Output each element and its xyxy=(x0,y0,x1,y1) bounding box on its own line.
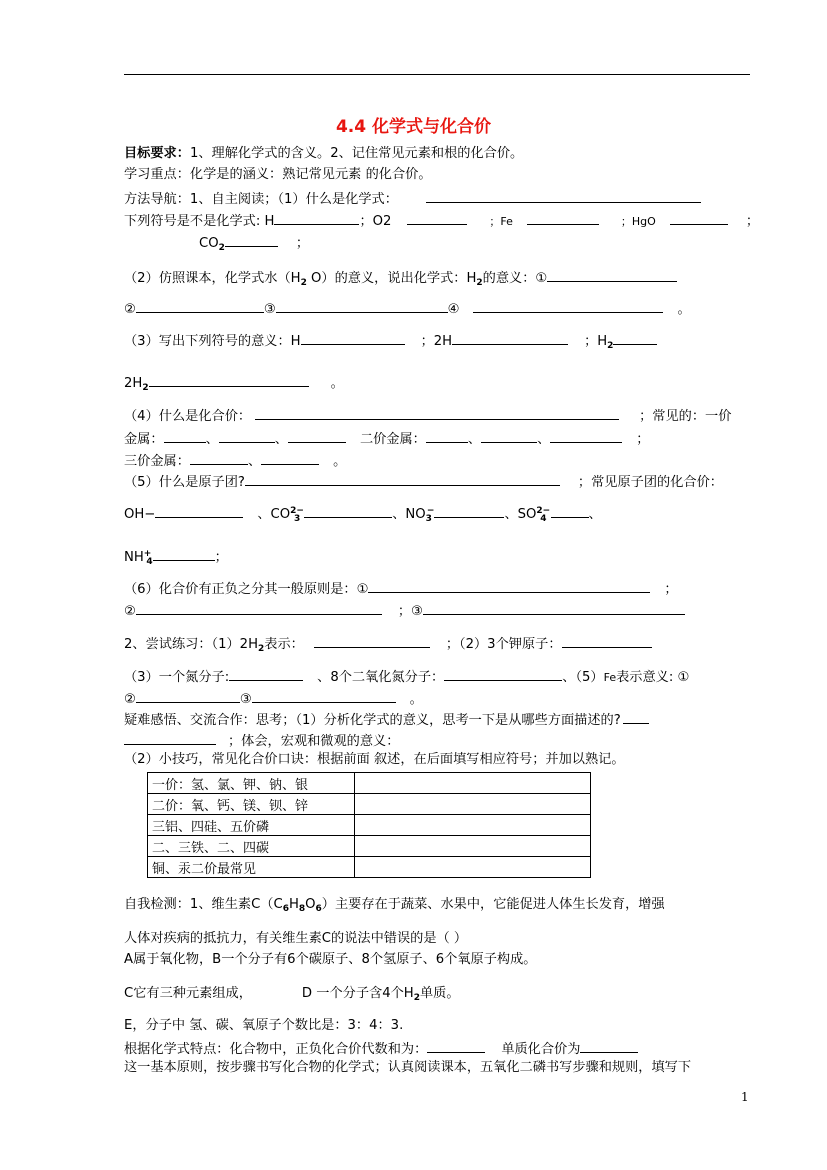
answer-blank[interactable] xyxy=(155,503,243,518)
answer-blank[interactable] xyxy=(551,503,589,518)
answer-blank[interactable] xyxy=(368,578,650,593)
answer-blank[interactable] xyxy=(426,188,701,203)
answer-blank[interactable] xyxy=(301,330,405,345)
answer-blank[interactable] xyxy=(407,210,467,225)
co2-line: $CO_2$ ； xyxy=(199,232,309,257)
page-title: 4.4 化学式与化合价 xyxy=(335,117,492,137)
formula-check-line: 下列符号是不是化学式: H ；O2 ；Fe ；HgO ； xyxy=(124,210,759,231)
answer-blank[interactable] xyxy=(562,633,652,648)
tip-line: （2）小技巧，常见化合价口诀：根据前面 叙述，在后面填写相应符号；并加以熟记。 xyxy=(124,752,625,767)
answer-blank[interactable] xyxy=(613,330,657,345)
answer-cell[interactable] xyxy=(355,836,591,857)
table-row: 二价：氧、钙、镁、钡、锌 xyxy=(148,794,591,815)
answer-blank[interactable] xyxy=(124,730,216,745)
symbol-meaning-line: （3）写出下列符号的意义：H ；2H ；$H_2$ xyxy=(124,330,657,355)
answer-blank[interactable] xyxy=(149,372,309,387)
answer-blank[interactable] xyxy=(229,666,303,681)
answer-blank[interactable] xyxy=(426,428,468,443)
valence-rule-line-2: ② ；③ xyxy=(124,600,685,621)
answer-blank[interactable] xyxy=(261,450,319,465)
table-row: 铜、汞二价最常见 xyxy=(148,857,591,878)
formula-rule-line: 根据化学式特点：化合物中，正负化合价代数和为： 单质化合价为 xyxy=(124,1038,638,1059)
answer-cell[interactable] xyxy=(355,773,591,794)
answer-blank[interactable] xyxy=(550,428,622,443)
answer-blank[interactable] xyxy=(444,666,562,681)
table-row: 三铝、四硅、五价磷 xyxy=(148,815,591,836)
method-line: 方法导航：1、自主阅读；（1）什么是化学式： xyxy=(124,188,701,209)
steps-line: 这一基本原则，按步骤书写化合物的化学式；认真阅读课本，五氧化二磷书写步骤和规则，填写下 xyxy=(124,1060,692,1075)
answer-blank[interactable] xyxy=(136,298,264,313)
valence-table xyxy=(147,772,591,878)
answer-blank[interactable] xyxy=(423,600,685,615)
answer-cell[interactable] xyxy=(355,815,591,836)
page-number: 1 xyxy=(741,1090,749,1104)
header-rule xyxy=(124,74,750,75)
radical-valence-line: OH− 、$CO^{2-}_3$ 、$NO_3^-$ 、$SO^{2-}_4$ 、 xyxy=(124,502,602,528)
nh4-line: $NH^+_4$ ； xyxy=(124,545,228,571)
answer-blank[interactable] xyxy=(190,450,248,465)
option-a-line: A属于氧化物，B一个分子有6个碳原子、8个氢原子、6个氧原子构成。 xyxy=(124,952,537,967)
answer-blank[interactable] xyxy=(452,330,568,345)
option-e-line: E，分子中 氢、碳、氧原子个数比是：3：4：3. xyxy=(124,1018,404,1033)
reflection-line-2: ；体会，宏观和微观的意义： xyxy=(124,730,399,751)
answer-blank[interactable] xyxy=(245,471,560,486)
radical-line: （5）什么是原子团? ；常见原子团的化合价： xyxy=(124,471,723,492)
answer-cell[interactable] xyxy=(355,794,591,815)
practice-line: 2、尝试练习：$(1)2H_2$表示： ；（2）3个钾原子： xyxy=(124,633,652,658)
trivalent-line: 三价金属： 、 。 xyxy=(124,450,346,471)
answer-blank[interactable] xyxy=(276,298,448,313)
goal-line: 目标要求：1、理解化学式的含义。2、记住常见元素和根的化合价。 xyxy=(124,146,524,161)
answer-blank[interactable] xyxy=(255,405,619,420)
table-row: 一价：氢、氯、钾、钠、银 xyxy=(148,773,591,794)
answer-blank[interactable] xyxy=(252,688,396,703)
answer-blank[interactable] xyxy=(547,267,677,282)
answer-blank[interactable] xyxy=(314,633,430,648)
2h2-line: $2H_2$ 。 xyxy=(124,372,344,397)
answer-blank[interactable] xyxy=(274,210,359,225)
answer-blank[interactable] xyxy=(136,600,382,615)
answer-blank[interactable] xyxy=(219,428,275,443)
reflection-line: 疑难感悟、交流合作：思考；（1）分析化学式的意义，思考一下是从哪些方面描述的? xyxy=(124,709,649,730)
answer-blank[interactable] xyxy=(288,428,346,443)
answer-blank[interactable] xyxy=(136,688,240,703)
answer-blank[interactable] xyxy=(153,546,215,561)
molecule-line: （3）一个氮分子: 、8个二氧化氮分子： 、（5）Fe表示意义: ① xyxy=(124,666,689,687)
answer-blank[interactable] xyxy=(670,210,728,225)
metal-line: 金属： 、 、 二价金属： 、 、 ； xyxy=(124,428,649,449)
fe-meaning-line: ② ③ 。 xyxy=(124,688,423,709)
water-meaning-line: （2）仿照课本，化学式水（$H_2$ O）的意义，说出化学式：$H_2$的意义：① xyxy=(124,267,677,292)
answer-cell[interactable] xyxy=(355,857,591,878)
option-c-line: C它有三种元素组成， D 一个分子含4个$H_2$单质。 xyxy=(124,986,460,1003)
answer-blank[interactable] xyxy=(225,232,278,247)
answer-blank[interactable] xyxy=(580,1038,638,1053)
valence-rule-line: （6）化合价有正负之分其一般原则是：① ； xyxy=(124,578,678,599)
answer-blank[interactable] xyxy=(473,298,663,313)
question-line: 人体对疾病的抵抗力，有关维生素C的说法中错误的是（ ） xyxy=(124,931,468,946)
answer-blank[interactable] xyxy=(434,503,504,518)
answer-blank[interactable] xyxy=(427,1038,485,1053)
table-row: 二、三铁、二、四碳 xyxy=(148,836,591,857)
valence-line: （4）什么是化合价： ；常见的：一价 xyxy=(124,405,731,426)
answer-blank[interactable] xyxy=(623,709,649,724)
answer-blank[interactable] xyxy=(481,428,537,443)
answer-blank[interactable] xyxy=(304,503,392,518)
meaning-answers-line: ② ③ ④ 。 xyxy=(124,298,691,319)
answer-blank[interactable] xyxy=(164,428,206,443)
focus-line: 学习重点：化学是的涵义：熟记常见元素 的化合价。 xyxy=(124,167,432,182)
answer-blank[interactable] xyxy=(527,210,599,225)
self-check-line: 自我检测：1、维生素$C(C_6H_8O_6)$主要存在于蔬菜、水果中，它能促进人体生长发育，增强 xyxy=(124,897,665,914)
